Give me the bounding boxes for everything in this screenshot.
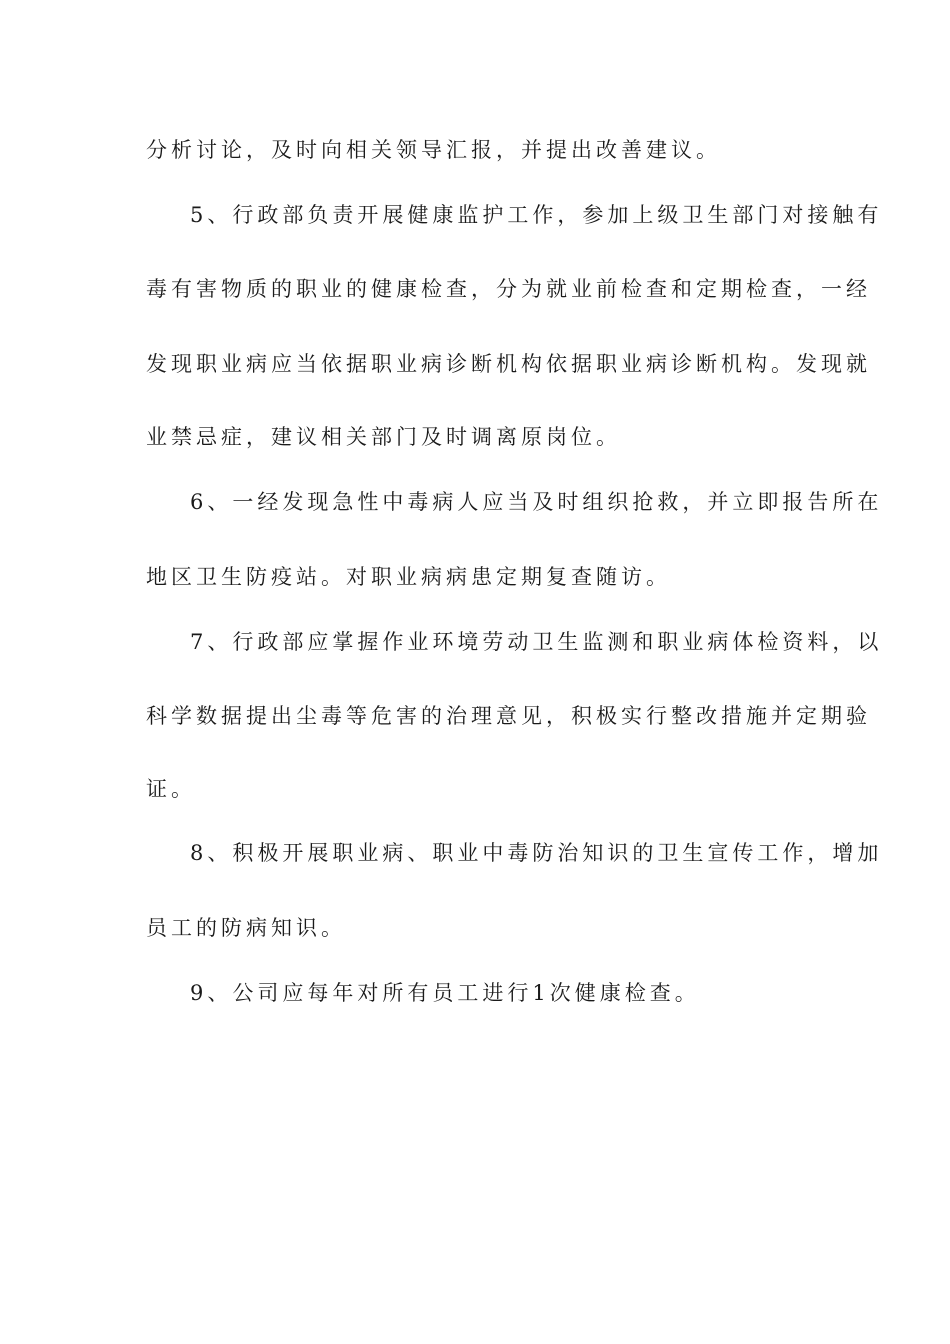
item-8-line-1: 8、积极开展职业病、职业中毒防治知识的卫生宣传工作，增加	[190, 841, 883, 865]
item-5-line-3: 发现职业病应当依据职业病诊断机构依据职业病诊断机构。发现就	[146, 352, 871, 376]
item-8-line-2: 员工的防病知识。	[146, 916, 346, 940]
item-5-line-1: 5、行政部负责开展健康监护工作，参加上级卫生部门对接触有	[190, 203, 883, 227]
item-6-line-1: 6、一经发现急性中毒病人应当及时组织抢救，并立即报告所在	[190, 490, 883, 514]
item-5-line-4: 业禁忌症，建议相关部门及时调离原岗位。	[146, 425, 621, 449]
item-5-line-2: 毒有害物质的职业的健康检查，分为就业前检查和定期检查，一经	[146, 277, 871, 301]
text-line-1: 分析讨论，及时向相关领导汇报，并提出改善建议。	[146, 138, 721, 162]
item-7-line-3: 证。	[146, 777, 196, 801]
item-6-line-2: 地区卫生防疫站。对职业病病患定期复查随访。	[146, 565, 671, 589]
item-7-line-2: 科学数据提出尘毒等危害的治理意见，积极实行整改措施并定期验	[146, 704, 871, 728]
item-7-line-1: 7、行政部应掌握作业环境劳动卫生监测和职业病体检资料，以	[190, 630, 883, 654]
item-9-line-1: 9、公司应每年对所有员工进行1次健康检查。	[190, 981, 700, 1005]
